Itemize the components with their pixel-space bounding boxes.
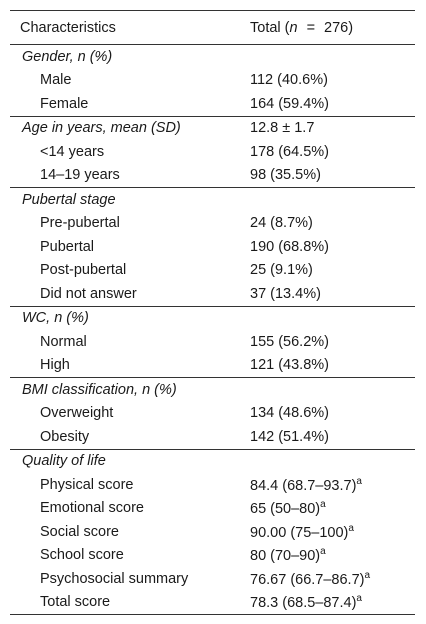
- row-value: [240, 402, 415, 426]
- row-value-text: 90.00 (75–100): [250, 524, 349, 541]
- row-label: Female: [40, 95, 89, 112]
- table-row: [10, 164, 415, 188]
- row-label: Post-pubertal: [40, 262, 127, 279]
- row-label: Pubertal: [40, 238, 95, 255]
- row-label: High: [40, 357, 70, 374]
- group-label: WC, n (%): [10, 306, 240, 330]
- row-value: [240, 45, 415, 69]
- row-value: [240, 164, 415, 188]
- row-value: [240, 116, 415, 140]
- row-label: <14 years: [40, 143, 105, 160]
- row-value: [240, 140, 415, 164]
- footnote-marker: a: [356, 475, 362, 487]
- table-row: [10, 69, 415, 93]
- row-label: Did not answer: [40, 285, 137, 302]
- row-label: Normal: [40, 333, 87, 350]
- footnote-marker: a: [348, 522, 354, 534]
- row-value: [240, 306, 415, 330]
- row-value: [240, 544, 415, 568]
- row-label: Emotional score: [40, 500, 144, 517]
- row-value-text: 134 (48.6%): [250, 405, 329, 422]
- row-label: Total score: [10, 591, 240, 615]
- group-label: BMI classification, n (%): [10, 378, 240, 402]
- row-value-text: 65 (50–80): [250, 501, 321, 518]
- table-group-row: [10, 116, 415, 140]
- row-value: [240, 69, 415, 93]
- row-value-text: 142 (51.4%): [250, 428, 329, 445]
- row-label: Overweight: [40, 405, 114, 422]
- row-value: [240, 567, 415, 591]
- table-row: [10, 402, 415, 426]
- group-label: Pubertal stage: [10, 188, 240, 212]
- row-label: Obesity: [40, 428, 90, 445]
- row-value-text: 98 (35.5%): [250, 167, 321, 184]
- row-value-text: 112 (40.6%): [250, 72, 328, 89]
- table-group-row: [10, 449, 415, 473]
- group-label: Age in years, mean (SD): [10, 116, 240, 140]
- row-value: [240, 188, 415, 212]
- row-value: [240, 212, 415, 236]
- row-value: [240, 425, 415, 449]
- table-group-row: [10, 306, 415, 330]
- row-value-text: 78.3 (68.5–87.4): [250, 595, 357, 612]
- row-value: [240, 449, 415, 473]
- group-label: Gender, n (%): [22, 48, 113, 65]
- row-label: Male: [40, 72, 72, 89]
- row-value-text: 155 (56.2%): [250, 333, 329, 350]
- table-group-row: [10, 188, 415, 212]
- table-row: [10, 520, 415, 544]
- row-value-text: 12.8 ± 1.7: [250, 120, 315, 137]
- row-value: [240, 92, 415, 116]
- footnote-marker: a: [364, 569, 371, 581]
- header-total-prefix: Total (: [250, 19, 290, 36]
- row-value-text: 24 (8.7%): [250, 215, 313, 232]
- row-label: Physical score: [40, 476, 134, 493]
- table-body: [10, 45, 415, 615]
- table-row: [10, 259, 415, 283]
- characteristics-table: [10, 10, 415, 615]
- row-value: [240, 259, 415, 283]
- row-value-text: 84.4 (68.7–93.7): [250, 477, 357, 494]
- row-value: [240, 330, 415, 354]
- table-row: [10, 235, 415, 259]
- table-group-row: [10, 45, 415, 69]
- table-row: [10, 497, 415, 521]
- table-row: [10, 212, 415, 236]
- row-label: Social score: [40, 523, 119, 540]
- row-label: 14–19 years: [40, 167, 120, 184]
- table-header-row: [10, 11, 415, 45]
- row-value: [240, 591, 415, 615]
- row-value: [240, 282, 415, 306]
- header-total: [240, 11, 415, 45]
- row-value: [240, 520, 415, 544]
- row-value-text: 178 (64.5%): [250, 143, 329, 160]
- row-value-text: 76.67 (66.7–86.7): [250, 571, 365, 588]
- footnote-marker: a: [320, 546, 326, 558]
- header-total-eq: =: [306, 19, 316, 36]
- row-value-text: 164 (59.4%): [250, 95, 329, 112]
- table-row: [10, 425, 415, 449]
- table-row: [10, 354, 415, 378]
- table-row: [10, 567, 415, 591]
- table-group-row: [10, 378, 415, 402]
- header-characteristics: Characteristics: [10, 11, 240, 45]
- group-label: Quality of life: [10, 449, 240, 473]
- table-row: [10, 92, 415, 116]
- row-value: [240, 235, 415, 259]
- table-row: [10, 330, 415, 354]
- row-value-text: 121 (43.8%): [250, 357, 329, 374]
- row-value: [240, 378, 415, 402]
- footnote-marker: a: [356, 593, 362, 605]
- row-value: [240, 354, 415, 378]
- table-row: [10, 140, 415, 164]
- row-label: Psychosocial summary: [40, 570, 189, 587]
- table-row: [10, 282, 415, 306]
- row-value: [240, 473, 415, 497]
- table-row: [10, 473, 415, 497]
- row-label: Pre-pubertal: [40, 215, 120, 232]
- table-row: [10, 544, 415, 568]
- header-total-n: n: [289, 19, 298, 36]
- row-value-text: 190 (68.8%): [250, 238, 329, 255]
- characteristics-table-container: [10, 10, 415, 615]
- row-value-text: 37 (13.4%): [250, 285, 321, 302]
- table-row: [10, 591, 415, 615]
- row-label: School score: [40, 547, 124, 564]
- row-value-text: 80 (70–90): [250, 548, 321, 565]
- footnote-marker: a: [320, 499, 326, 511]
- header-total-count: 276): [324, 19, 354, 36]
- row-value: [240, 497, 415, 521]
- row-value-text: 25 (9.1%): [250, 262, 313, 279]
